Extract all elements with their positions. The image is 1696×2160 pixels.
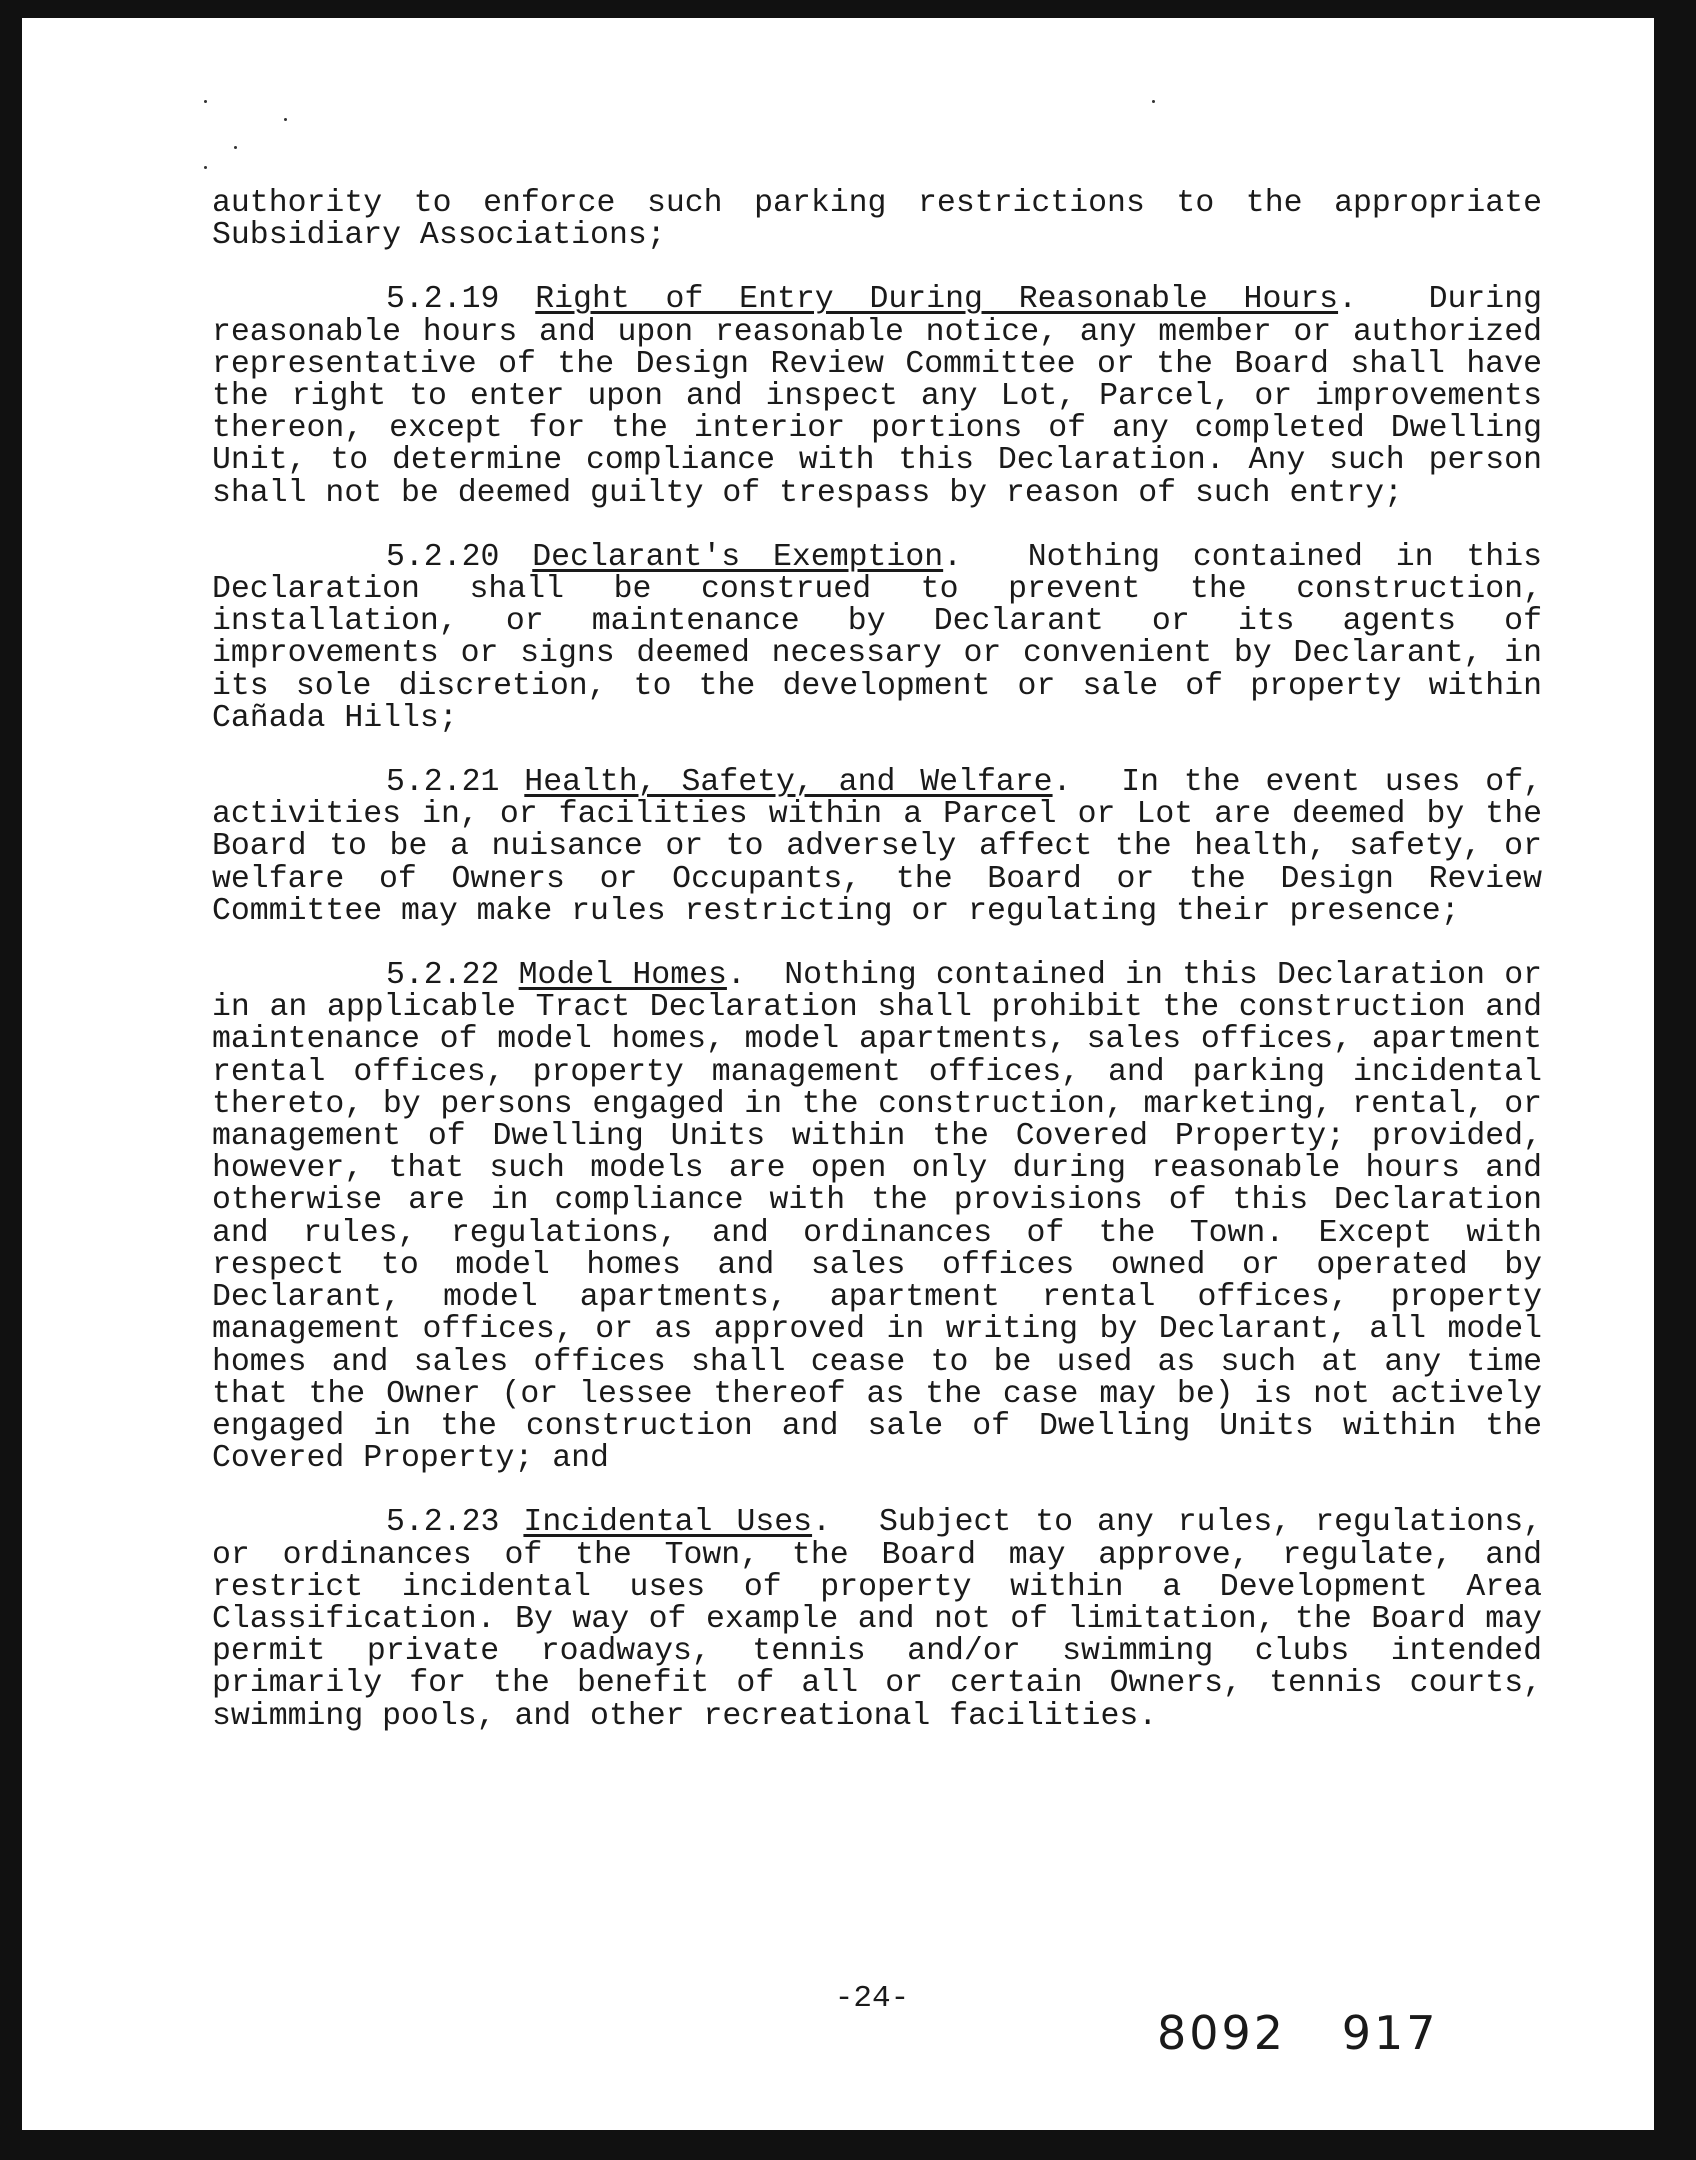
page-number: -24- <box>834 1981 910 2016</box>
section-heading: Declarant's Exemption <box>532 539 944 575</box>
section-heading: Health, Safety, and Welfare <box>524 765 1053 801</box>
scan-speck <box>1152 100 1155 103</box>
section-5-2-21: 5.2.21 Health, Safety, and Welfare. In the event uses of, activities in, or facilities within a Parcel or Lot are deemed by the Board to be a nuisance or to adversely affect the health, safety, or welfare of Owners or Occupants, the Board or the Design Review Committee may make rules restricting or regulating their presence; <box>212 765 1543 929</box>
section-heading: Right of Entry During Reasonable Hours <box>535 282 1339 318</box>
intro-paragraph: authority to enforce such parking restrictions to the appropriate Subsidiary Associations; <box>212 186 1542 254</box>
section-heading: Model Homes <box>518 958 727 994</box>
section-body: Subject to any rules, regulations, or ordinances of the Town, the Board may approve, regulate, and restrict incidental uses of property within a Development Area Classification. By way of example and not of limitation, the Board may permit private roadways, tennis and/or swimming clubs intended primarily for the benefit of all or certain Owners, tennis courts, swimming pools, and other recreational facilities. <box>212 1505 1543 1734</box>
section-5-2-22: 5.2.22 Model Homes. Nothing contained in this Declaration or in an applicable Tract Declaration shall prohibit the construction and maintenance of model homes, model apartments, sales offices, apartment rental offices, property management offices, and parking incidental thereto, by persons engaged in the construction, marketing, rental, or management of Dwelling Units within the Covered Property; provided, however, that such models are open only during reasonable hours and otherwise are in compliance with the provisions of this Declaration and rules, regulations, and ordinances of the Town. Except with respect to model homes and sales offices owned or operated by Declarant, model apartments, apartment rental offices, property management offices, or as approved in writing by Declarant, all model homes and sales offices shall cease to be used as such at any time that the Owner (or lessee thereof as the case may be) is not actively engaged in the construction and sale of Dwelling Units within the Covered Property; and <box>212 958 1543 1477</box>
scan-speck <box>234 146 237 149</box>
scan-speck <box>204 100 207 103</box>
document-page <box>22 18 1654 2130</box>
section-5-2-20: 5.2.20 Declarant's Exemption. Nothing contained in this Declaration shall be construed to prevent the construction, installation, or maintenance by Declarant or its agents of improvements or signs deemed necessary or convenient by Declarant, in its sole discretion, to the development or sale of property within Cañada Hills; <box>212 539 1543 736</box>
section-heading: Incidental Uses <box>523 1505 813 1541</box>
document-body <box>212 188 1542 1765</box>
section-body: In the event uses of, activities in, or facilities within a Parcel or Lot are deemed by the Board to be a nuisance or to adversely affect the health, safety, or welfare of Owners or Occupants, the Board or the Design Review Committee may make rules restricting or regulating their presence; <box>212 765 1543 929</box>
section-number: 5.2.23 <box>386 1505 500 1541</box>
section-5-2-19: 5.2.19 Right of Entry During Reasonable Hours. During reasonable hours and upon reasonable notice, any member or authorized representative of the Design Review Committee or the Board shall have the right to enter upon and inspect any Lot, Parcel, or improvements thereon, except for the interior portions of any completed Dwelling Unit, to determine compliance with this Declaration. Any such person shall not be deemed guilty of trespass by reason of such entry; <box>212 282 1542 511</box>
section-number: 5.2.20 <box>386 539 500 575</box>
document-stamp-number: 8092 917 <box>1157 2006 1439 2060</box>
section-number: 5.2.21 <box>386 765 500 801</box>
scan-speck <box>204 166 207 169</box>
section-number: 5.2.19 <box>386 282 500 318</box>
section-body: Nothing contained in this Declaration or in an applicable Tract Declaration shall prohibit the construction and maintenance of model homes, model apartments, sales offices, apartment rental offices, property management offices, and parking incidental thereto, by persons engaged in the construction, marketing, rental, or management of Dwelling Units within the Covered Property; provided, however, that such models are open only during reasonable hours and otherwise are in compliance with the provisions of this Declaration and rules, regulations, and ordinances of the Town. Except with respect to model homes and sales offices owned or operated by Declarant, model apartments, apartment rental offices, property management offices, or as approved in writing by Declarant, all model homes and sales offices shall cease to be used as such at any time that the Owner (or lessee thereof as the case may be) is not actively engaged in the construction and sale of Dwelling Units within the Covered Property; and <box>212 958 1543 1477</box>
section-5-2-23: 5.2.23 Incidental Uses. Subject to any rules, regulations, or ordinances of the Town, the Board may approve, regulate, and restrict incidental uses of property within a Development Area Classification. By way of example and not of limitation, the Board may permit private roadways, tennis and/or swimming clubs intended primarily for the benefit of all or certain Owners, tennis courts, swimming pools, and other recreational facilities. <box>212 1505 1543 1734</box>
scan-speck <box>284 118 287 121</box>
section-body: During reasonable hours and upon reasonable notice, any member or authorized representative of the Design Review Committee or the Board shall have the right to enter upon and inspect any Lot, Parcel, or improvements thereon, except for the interior portions of any completed Dwelling Unit, to determine compliance with this Declaration. Any such person shall not be deemed guilty of trespass by reason of such entry; <box>212 282 1542 511</box>
section-body: Nothing contained in this Declaration shall be construed to prevent the construction, installation, or maintenance by Declarant or its agents of improvements or signs deemed necessary or convenient by Declarant, in its sole discretion, to the development or sale of property within Cañada Hills; <box>212 539 1543 736</box>
section-number: 5.2.22 <box>386 958 500 994</box>
